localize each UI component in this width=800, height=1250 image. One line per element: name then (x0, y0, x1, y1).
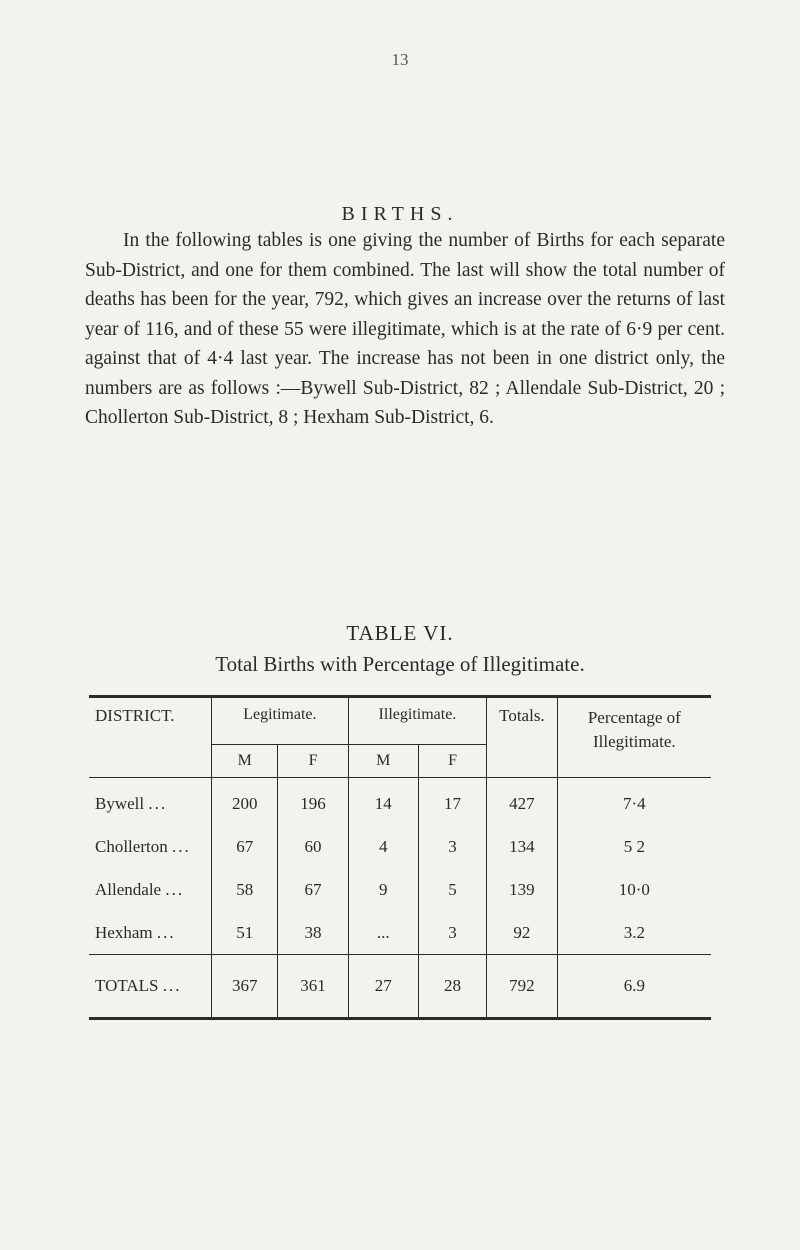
header-legitimate-male: M (212, 745, 278, 778)
illegitimate-male-cell: 14 (348, 778, 418, 826)
legitimate-female-cell: 38 (278, 911, 348, 955)
totals-legitimate-female: 361 (278, 955, 348, 1019)
percentage-cell: 3.2 (557, 911, 711, 955)
leader-dots: ... (162, 976, 182, 995)
totals-legitimate-male: 367 (212, 955, 278, 1019)
totals-label: TOTALS (95, 976, 159, 995)
district-cell (89, 911, 212, 955)
header-totals: Totals. (487, 697, 557, 778)
totals-total: 792 (487, 955, 557, 1019)
header-illegitimate-female: F (418, 745, 486, 778)
district-name: Allendale (95, 879, 162, 899)
table-row (89, 778, 711, 826)
legitimate-male-cell: 200 (212, 778, 278, 826)
header-legitimate: Legitimate. (212, 697, 349, 745)
total-cell: 92 (487, 911, 557, 955)
district-name: Chollerton (95, 836, 168, 856)
percentage-cell: 10·0 (557, 868, 711, 911)
district-cell (89, 868, 212, 911)
totals-illegitimate-female: 28 (418, 955, 486, 1019)
percentage-cell: 5 2 (557, 825, 711, 868)
header-illegitimate-male: M (348, 745, 418, 778)
legitimate-female-cell: 67 (278, 868, 348, 911)
district-name: Hexham (95, 922, 153, 942)
leader-dots: ... (148, 793, 168, 813)
table-title: TABLE VI. (346, 621, 454, 645)
illegitimate-female-cell: 3 (418, 911, 486, 955)
illegitimate-male-cell: 4 (348, 825, 418, 868)
legitimate-male-cell: 51 (212, 911, 278, 955)
totals-percentage: 6.9 (557, 955, 711, 1019)
illegitimate-female-cell: 3 (418, 825, 486, 868)
section-title: BIRTHS. (341, 203, 459, 225)
total-cell: 134 (487, 825, 557, 868)
header-illegitimate: Illegitimate. (348, 697, 487, 745)
legitimate-male-cell: 58 (212, 868, 278, 911)
births-table (89, 695, 711, 1020)
header-percentage: Percentage of Illegitimate. (557, 697, 711, 778)
page-number: 13 (391, 50, 409, 69)
header-legitimate-female: F (278, 745, 348, 778)
leader-dots: ... (165, 879, 185, 899)
total-cell: 427 (487, 778, 557, 826)
totals-illegitimate-male: 27 (348, 955, 418, 1019)
legitimate-female-cell: 60 (278, 825, 348, 868)
total-cell: 139 (487, 868, 557, 911)
illegitimate-female-cell: 17 (418, 778, 486, 826)
leader-dots: ... (171, 836, 191, 856)
table-subtitle: Total Births with Percentage of Illegitimate. (215, 652, 585, 676)
legitimate-female-cell: 196 (278, 778, 348, 826)
district-cell (89, 778, 212, 826)
legitimate-male-cell: 67 (212, 825, 278, 868)
table-row (89, 911, 711, 955)
illegitimate-male-cell: 9 (348, 868, 418, 911)
percentage-cell: 7·4 (557, 778, 711, 826)
table-row (89, 868, 711, 911)
header-district: DISTRICT. (89, 697, 212, 778)
district-cell (89, 825, 212, 868)
intro-paragraph: In the following tables is one giving the number of Births for each separate Sub-District, and one for them combined. The last will show the total number of deaths has been for the year, 792, which gives an increase over the returns of last year of 116, and of these 55 were illegitimate, which is at the rate of 6·9 per cent. against that of 4·4 last year. The increase has not been in one district only, the numbers are as follows :—Bywell Sub-District, 82 ; Allendale Sub-District, 20 ; Chollerton Sub-District, 8 ; Hexham Sub-District, 6. (85, 230, 725, 428)
totals-label-cell (89, 955, 212, 1019)
district-name: Bywell (95, 793, 145, 813)
table-row (89, 825, 711, 868)
totals-row (89, 955, 711, 1019)
illegitimate-male-cell: ... (348, 911, 418, 955)
illegitimate-female-cell: 5 (418, 868, 486, 911)
leader-dots: ... (156, 922, 176, 942)
